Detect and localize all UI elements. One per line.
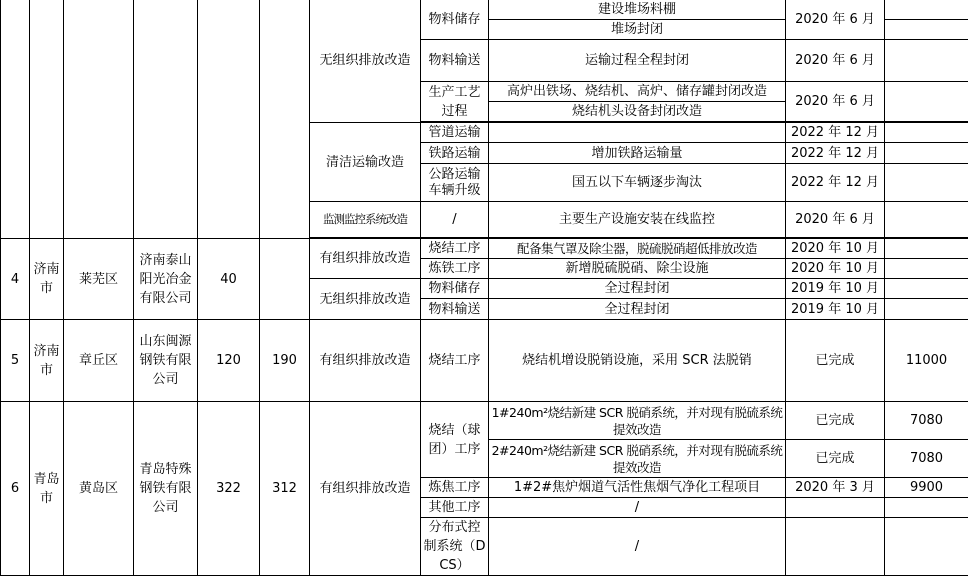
cell-amount — [885, 143, 968, 164]
cell-date: 2020 年 6 月 — [786, 40, 885, 82]
cell-date: 2019 年 10 月 — [786, 299, 885, 320]
cell-process: 生产工艺过程 — [421, 82, 489, 122]
cell-measure: 堆场封闭 — [489, 20, 786, 40]
cell-measure: 1#2#焦炉烟道气活性焦烟气净化工程项目 — [489, 478, 786, 498]
cell-process: 炼焦工序 — [421, 478, 489, 498]
cell-measure: 增加铁路运输量 — [489, 143, 786, 164]
cell-city: 青岛市 — [30, 402, 64, 576]
table-row — [1, 239, 968, 259]
table-row — [1, 0, 968, 20]
cell-district — [64, 0, 134, 239]
cell-measure: 主要生产设施安装在线监控 — [489, 202, 786, 238]
cell-category: 无组织排放改造 — [310, 279, 421, 320]
cell-amount — [885, 259, 968, 279]
cell-amount — [885, 0, 968, 20]
cell-process: 公路运输车辆升级 — [421, 164, 489, 202]
cell-amount — [885, 164, 968, 202]
cell-process: 铁路运输 — [421, 143, 489, 164]
cell-process: / — [421, 202, 489, 238]
cell-measure: 烧结机增设脱销设施，采用 SCR 法脱销 — [489, 320, 786, 402]
cell-amount — [885, 202, 968, 238]
cell-measure: 配备集气罩及除尘器，脱硫脱硝超低排放改造 — [489, 239, 786, 259]
cell-amount — [885, 40, 968, 82]
cell-category: 有组织排放改造 — [310, 402, 421, 576]
cell-measure: 全过程封闭 — [489, 279, 786, 299]
cell-company: 青岛特殊钢铁有限公司 — [134, 402, 198, 576]
cell-amount — [885, 239, 968, 259]
cell-date: 2019 年 10 月 — [786, 279, 885, 299]
cell-capacity-1: 120 — [198, 320, 260, 402]
cell-process: 烧结（球团）工序 — [421, 402, 489, 478]
cell-company: 济南泰山阳光冶金有限公司 — [134, 239, 198, 320]
cell-city: 济南市 — [30, 320, 64, 402]
cell-measure: 建设堆场料棚 — [489, 0, 786, 20]
cell-category: 有组织排放改造 — [310, 239, 421, 279]
cell-process: 管道运输 — [421, 123, 489, 143]
cell-process: 物料储存 — [421, 0, 489, 40]
cell-measure: 国五以下车辆逐步淘汰 — [489, 164, 786, 202]
cell-status: 已完成 — [786, 320, 885, 402]
cell-category: 监测监控系统改造 — [310, 202, 421, 238]
cell-date: 2020 年 10 月 — [786, 239, 885, 259]
cell-capacity-2 — [260, 0, 310, 239]
cell-amount — [885, 123, 968, 143]
cell-date: 2022 年 12 月 — [786, 143, 885, 164]
cell-district: 章丘区 — [64, 320, 134, 402]
cell-process: 物料储存 — [421, 279, 489, 299]
cell-measure: 2#240m²烧结新建 SCR 脱硝系统，并对现有脱硫系统提效改造 — [489, 440, 786, 478]
cell-company — [134, 0, 198, 239]
cell-district: 莱芜区 — [64, 239, 134, 320]
cell-process: 炼铁工序 — [421, 259, 489, 279]
cell-status: 已完成 — [786, 402, 885, 440]
cell-measure: / — [489, 518, 786, 576]
cell-process: 烧结工序 — [421, 320, 489, 402]
cell-city: 济南市 — [30, 239, 64, 320]
cell-category: 清洁运输改造 — [310, 123, 421, 202]
cell-measure: 全过程封闭 — [489, 299, 786, 320]
cell-measure: 烧结机头设备封闭改造 — [489, 102, 786, 122]
cell-capacity-2: 312 — [260, 402, 310, 576]
cell-status: 已完成 — [786, 440, 885, 478]
cell-capacity-2 — [260, 239, 310, 320]
cell-amount: 7080 — [885, 440, 968, 478]
cell-process: 物料输送 — [421, 40, 489, 82]
cell-measure: 新增脱硫脱硝、除尘设施 — [489, 259, 786, 279]
cell-no: 4 — [1, 239, 30, 320]
cell-process: 烧结工序 — [421, 239, 489, 259]
cell-capacity-1: 322 — [198, 402, 260, 576]
cell-date: 2020 年 3 月 — [786, 478, 885, 498]
cell-capacity-1 — [198, 0, 260, 239]
cell-process: 分布式控制系统（DCS） — [421, 518, 489, 576]
cell-date: 2020 年 6 月 — [786, 0, 885, 40]
cell-capacity-1: 40 — [198, 239, 260, 320]
cell-company: 山东闽源钢铁有限公司 — [134, 320, 198, 402]
cell-date: 2020 年 10 月 — [786, 259, 885, 279]
table-row — [1, 402, 968, 440]
cell-amount — [885, 279, 968, 299]
cell-date: 2020 年 6 月 — [786, 202, 885, 238]
cell-date: 2022 年 12 月 — [786, 164, 885, 202]
cell-amount — [885, 498, 968, 518]
cell-no: 6 — [1, 402, 30, 576]
cell-measure: 运输过程全程封闭 — [489, 40, 786, 82]
cell-date — [786, 498, 885, 518]
cell-measure: 1#240m²烧结新建 SCR 脱硝系统，并对现有脱硫系统提效改造 — [489, 402, 786, 440]
cell-district: 黄岛区 — [64, 402, 134, 576]
cell-date: 2020 年 6 月 — [786, 82, 885, 122]
cell-date: 2022 年 12 月 — [786, 123, 885, 143]
cell-date — [786, 518, 885, 576]
cell-process: 物料输送 — [421, 299, 489, 320]
cell-amount — [885, 299, 968, 320]
cell-amount — [885, 20, 968, 40]
cell-no — [1, 0, 30, 239]
cell-capacity-2: 190 — [260, 320, 310, 402]
cell-amount — [885, 82, 968, 122]
cell-city — [30, 0, 64, 239]
cell-amount: 11000 — [885, 320, 968, 402]
cell-amount: 9900 — [885, 478, 968, 498]
table-row — [1, 320, 968, 402]
cell-category: 无组织排放改造 — [310, 0, 421, 123]
cell-no: 5 — [1, 320, 30, 402]
cell-amount: 7080 — [885, 402, 968, 440]
cell-measure — [489, 123, 786, 143]
cell-process: 其他工序 — [421, 498, 489, 518]
cell-amount — [885, 518, 968, 576]
cell-category: 有组织排放改造 — [310, 320, 421, 402]
cell-measure: / — [489, 498, 786, 518]
cell-measure: 高炉出铁场、烧结机、高炉、储存罐封闭改造 — [489, 82, 786, 102]
